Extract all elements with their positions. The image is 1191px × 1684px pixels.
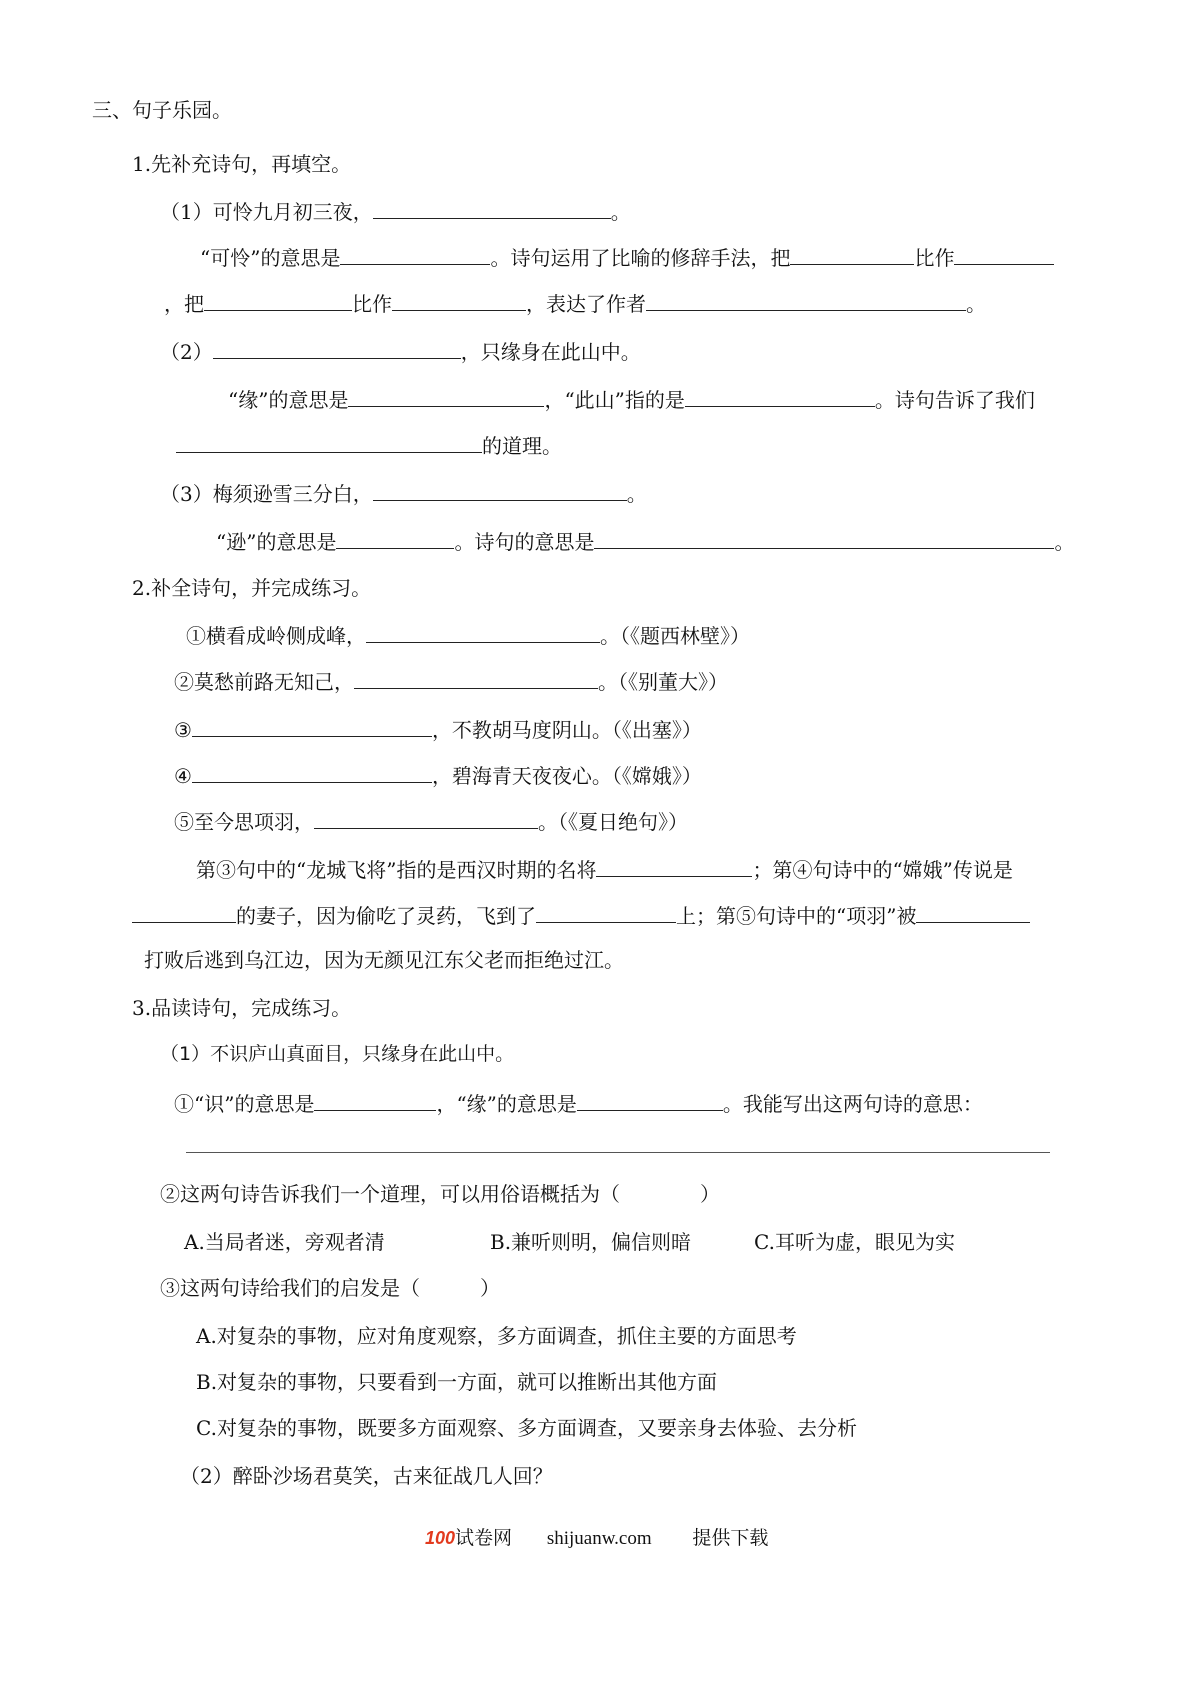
q3-s2-option-a[interactable]: A.当局者迷，旁观者清 xyxy=(184,1230,385,1254)
answer-blank[interactable] xyxy=(354,666,598,689)
q2-item-4 xyxy=(174,760,702,790)
answer-blank[interactable] xyxy=(594,526,1054,549)
q3-sub2: （2）醉卧沙场君莫笑，古来征战几人回？ xyxy=(180,1464,553,1488)
section-title: 三、句子乐园。 xyxy=(92,98,232,122)
answer-blank[interactable] xyxy=(213,336,461,359)
answer-blank[interactable] xyxy=(366,620,600,643)
text: ①“识”的意思是 xyxy=(174,1092,315,1116)
q1-part1-line2 xyxy=(200,242,1054,272)
text: 。（《夏日绝句》） xyxy=(538,810,688,834)
text: ，只缘身在此山中。 xyxy=(460,340,641,364)
q1-part3 xyxy=(160,478,647,508)
text: 。诗句告诉了我们 xyxy=(874,388,1035,412)
answer-blank[interactable] xyxy=(336,526,454,549)
text: 第③句中的“龙城飞将”指的是西汉时期的名将 xyxy=(196,858,597,882)
footer-site-name: 试卷网 xyxy=(455,1528,513,1549)
q1-part1-text: （1）可怜九月初三夜， xyxy=(160,200,373,224)
q2-item-5 xyxy=(174,806,688,836)
q3-s3-option-c[interactable]: C.对复杂的事物，既要多方面观察、多方面调查，又要亲身去体验、去分析 xyxy=(196,1416,857,1440)
text: 。诗句的意思是 xyxy=(454,530,595,554)
text: “逊”的意思是 xyxy=(216,530,337,554)
answer-blank[interactable] xyxy=(596,854,752,877)
text: 比作 xyxy=(914,246,955,270)
answer-blank[interactable] xyxy=(132,900,236,923)
text: （2） xyxy=(160,340,213,364)
q1-title: 1.先补充诗句，再填空。 xyxy=(132,152,352,176)
q3-s3: ③这两句诗给我们的启发是（ ） xyxy=(160,1276,500,1300)
text: ，表达了作者 xyxy=(526,292,646,316)
text: 。诗句运用了比喻的修辞手法，把 xyxy=(490,246,791,270)
q3-sub1-line xyxy=(174,1088,983,1118)
answer-blank[interactable] xyxy=(536,900,676,923)
answer-blank[interactable] xyxy=(204,288,352,311)
text: （3）梅须逊雪三分白， xyxy=(160,482,373,506)
text: ；第④句诗中的“嫦娥”传说是 xyxy=(752,858,1013,882)
answer-blank[interactable] xyxy=(340,242,490,265)
text: ，碧海青天夜夜心。（《嫦娥》） xyxy=(431,764,702,788)
q2-item-1 xyxy=(186,620,750,650)
answer-blank[interactable] xyxy=(577,1088,723,1111)
text: 比作 xyxy=(352,292,392,316)
footer-logo: 100 xyxy=(425,1528,456,1548)
q1-part1 xyxy=(160,196,631,226)
q1-part2-line3 xyxy=(176,430,562,460)
text: ，“缘”的意思是 xyxy=(436,1092,577,1116)
text: ，“此山”指的是 xyxy=(544,388,685,412)
q3-s2-option-c[interactable]: C.耳听为虚，眼见为实 xyxy=(754,1230,955,1254)
answer-line[interactable] xyxy=(186,1152,1050,1153)
q3-s2: ②这两句诗告诉我们一个道理，可以用俗语概括为（ ） xyxy=(160,1182,720,1206)
answer-blank[interactable] xyxy=(176,430,482,453)
text: 上；第⑤句诗中的“项羽”被 xyxy=(676,904,917,928)
answer-blank[interactable] xyxy=(646,288,966,311)
q3-s2-option-b[interactable]: B.兼听则明，偏信则暗 xyxy=(490,1230,692,1254)
text: 。（《别董大》） xyxy=(598,670,728,694)
q3-sub1: （1）不识庐山真面目，只缘身在此山中。 xyxy=(160,1043,515,1065)
q1-part2 xyxy=(160,336,641,366)
text: “可怜”的意思是 xyxy=(200,246,341,270)
text: 。（《题西林壁》） xyxy=(600,624,750,648)
q2-item-2 xyxy=(174,666,728,696)
footer xyxy=(425,1523,768,1550)
q1-part2-line2 xyxy=(228,384,1035,414)
answer-blank[interactable] xyxy=(790,242,914,265)
q3-title: 3.品读诗句，完成练习。 xyxy=(132,996,352,1020)
text: ，把 xyxy=(164,292,204,316)
text: 。 xyxy=(626,482,647,506)
q2-para-line3: 打败后逃到乌江边，因为无颜见江东父老而拒绝过江。 xyxy=(144,948,624,972)
q1-part3-line2 xyxy=(216,526,1074,556)
text: 。 xyxy=(1054,530,1075,554)
answer-blank[interactable] xyxy=(685,384,875,407)
text: ③ xyxy=(174,718,192,742)
q1-part1-end: 。 xyxy=(610,200,631,224)
text: 。我能写出这两句诗的意思： xyxy=(722,1092,983,1116)
text: ⑤至今思项羽， xyxy=(174,810,314,834)
text: 的道理。 xyxy=(482,434,562,458)
answer-blank[interactable] xyxy=(392,288,526,311)
answer-blank[interactable] xyxy=(954,242,1054,265)
answer-blank[interactable] xyxy=(373,196,611,219)
text: 。 xyxy=(966,292,986,316)
answer-blank[interactable] xyxy=(192,714,432,737)
q2-item-3 xyxy=(174,714,702,744)
answer-blank[interactable] xyxy=(314,1088,436,1111)
q2-title: 2.补全诗句，并完成练习。 xyxy=(132,576,372,600)
text: ②莫愁前路无知己， xyxy=(174,670,354,694)
q3-s3-option-b[interactable]: B.对复杂的事物，只要看到一方面，就可以推断出其他方面 xyxy=(196,1370,718,1394)
text: “缘”的意思是 xyxy=(228,388,349,412)
q1-part1-line3 xyxy=(164,288,986,318)
answer-blank[interactable] xyxy=(916,900,1030,923)
answer-blank[interactable] xyxy=(373,478,627,501)
answer-blank[interactable] xyxy=(314,806,538,829)
text: ，不教胡马度阴山。（《出塞》） xyxy=(431,718,702,742)
q3-s3-option-a[interactable]: A.对复杂的事物，应对角度观察，多方面调查，抓住主要的方面思考 xyxy=(196,1324,797,1348)
q2-para-line1 xyxy=(196,854,1013,884)
answer-blank[interactable] xyxy=(348,384,544,407)
text: ①横看成岭侧成峰， xyxy=(186,624,366,648)
text: 的妻子，因为偷吃了灵药，飞到了 xyxy=(236,904,536,928)
text: ④ xyxy=(174,764,192,788)
q2-para-line2 xyxy=(132,900,1030,930)
footer-suffix: 提供下载 xyxy=(692,1528,769,1549)
answer-blank[interactable] xyxy=(192,760,432,783)
footer-domain: shijuanw.com xyxy=(546,1528,652,1549)
